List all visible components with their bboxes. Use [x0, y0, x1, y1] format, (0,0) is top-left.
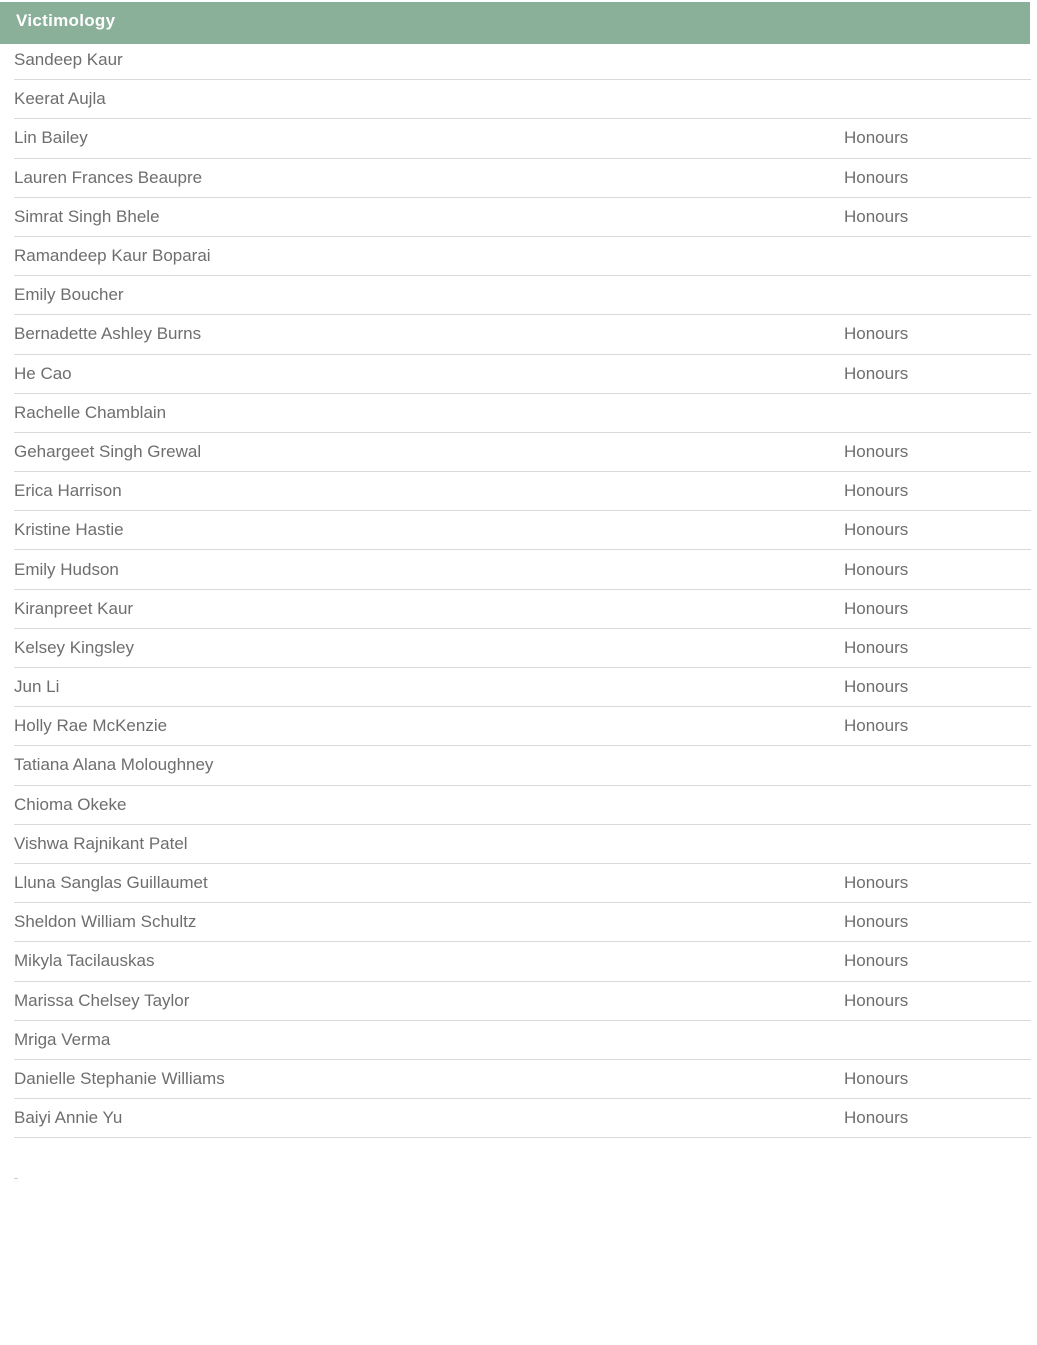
- graduate-name: Danielle Stephanie Williams: [14, 1068, 225, 1088]
- list-item: [14, 355, 1031, 394]
- graduate-distinction: Honours: [844, 716, 909, 736]
- graduate-distinction: Honours: [844, 441, 909, 461]
- list-item: [14, 1099, 1031, 1138]
- graduate-name: Holly Rae McKenzie: [14, 716, 168, 736]
- list-item: [14, 433, 1031, 472]
- graduate-name: Vishwa Rajnikant Patel: [14, 833, 188, 853]
- graduate-name: Tatiana Alana Moloughney: [14, 755, 214, 775]
- graduate-name: Lluna Sanglas Guillaumet: [14, 873, 208, 893]
- graduate-distinction: Honours: [844, 912, 909, 932]
- list-item: [14, 942, 1031, 981]
- graduate-name: Keerat Aujla: [14, 89, 106, 109]
- list-item: [14, 394, 1031, 433]
- graduate-distinction: Honours: [844, 637, 909, 657]
- list-item: [14, 746, 1031, 785]
- graduate-name: Simrat Singh Bhele: [14, 206, 160, 226]
- list-item: [14, 237, 1031, 276]
- list-item: [14, 119, 1031, 158]
- graduate-name: Mikyla Tacilauskas: [14, 951, 155, 971]
- list-item: [14, 668, 1031, 707]
- list-item: [14, 864, 1031, 903]
- list-item: [14, 1021, 1031, 1060]
- section-title: Victimology: [16, 11, 116, 30]
- section-header: [0, 2, 1030, 44]
- list-item: [14, 315, 1031, 354]
- list-item: [14, 629, 1031, 668]
- list-item: [14, 786, 1031, 825]
- graduate-distinction: Honours: [844, 1068, 909, 1088]
- list-item: [14, 80, 1031, 119]
- graduate-distinction: Honours: [844, 559, 909, 579]
- list-item: [14, 590, 1031, 629]
- graduate-name: Kristine Hastie: [14, 520, 124, 540]
- graduate-distinction: Honours: [844, 520, 909, 540]
- list-item: [14, 276, 1031, 315]
- graduate-name: Jun Li: [14, 677, 60, 697]
- graduate-name: Emily Boucher: [14, 285, 124, 305]
- graduate-distinction: Honours: [844, 990, 909, 1010]
- graduate-distinction: Honours: [844, 873, 909, 893]
- list-item: [14, 707, 1031, 746]
- list-item: [14, 982, 1031, 1021]
- graduate-distinction: Honours: [844, 598, 909, 618]
- graduate-distinction: Honours: [844, 951, 909, 971]
- graduate-name: Lauren Frances Beaupre: [14, 167, 203, 187]
- graduate-name: Kiranpreet Kaur: [14, 598, 134, 618]
- list-item: [14, 472, 1031, 511]
- graduate-distinction: Honours: [844, 363, 909, 383]
- list-item: [14, 1060, 1031, 1099]
- graduate-name: Erica Harrison: [14, 481, 122, 501]
- graduate-distinction: Honours: [844, 677, 909, 697]
- graduate-name: Gehargeet Singh Grewal: [14, 441, 202, 461]
- graduate-name: He Cao: [14, 363, 72, 383]
- list-item: [14, 159, 1031, 198]
- graduate-name: Bernadette Ashley Burns: [14, 324, 202, 344]
- graduate-name: Sandeep Kaur: [14, 50, 123, 70]
- list-item: [14, 41, 1031, 80]
- list-item: [14, 511, 1031, 550]
- list-item: [14, 825, 1031, 864]
- graduate-distinction: Honours: [844, 481, 909, 501]
- graduate-name: Emily Hudson: [14, 559, 119, 579]
- graduate-distinction: Honours: [844, 1108, 909, 1128]
- graduate-name: Ramandeep Kaur Boparai: [14, 246, 211, 266]
- list-item: [14, 198, 1031, 237]
- graduate-distinction: Honours: [844, 128, 909, 148]
- graduate-name: Baiyi Annie Yu: [14, 1108, 123, 1128]
- list-item: [14, 550, 1031, 589]
- graduate-distinction: Honours: [844, 167, 909, 187]
- graduate-name: Mriga Verma: [14, 1029, 111, 1049]
- graduate-name: Lin Bailey: [14, 128, 88, 148]
- graduate-name: Sheldon William Schultz: [14, 912, 197, 932]
- list-item: [14, 903, 1031, 942]
- graduate-list: [14, 41, 1031, 1138]
- footnote-mark: [14, 1178, 18, 1179]
- graduate-name: Marissa Chelsey Taylor: [14, 990, 190, 1010]
- graduate-name: Chioma Okeke: [14, 794, 127, 814]
- graduate-name: Rachelle Chamblain: [14, 402, 167, 422]
- graduate-distinction: Honours: [844, 324, 909, 344]
- graduate-distinction: Honours: [844, 206, 909, 226]
- graduate-name: Kelsey Kingsley: [14, 637, 135, 657]
